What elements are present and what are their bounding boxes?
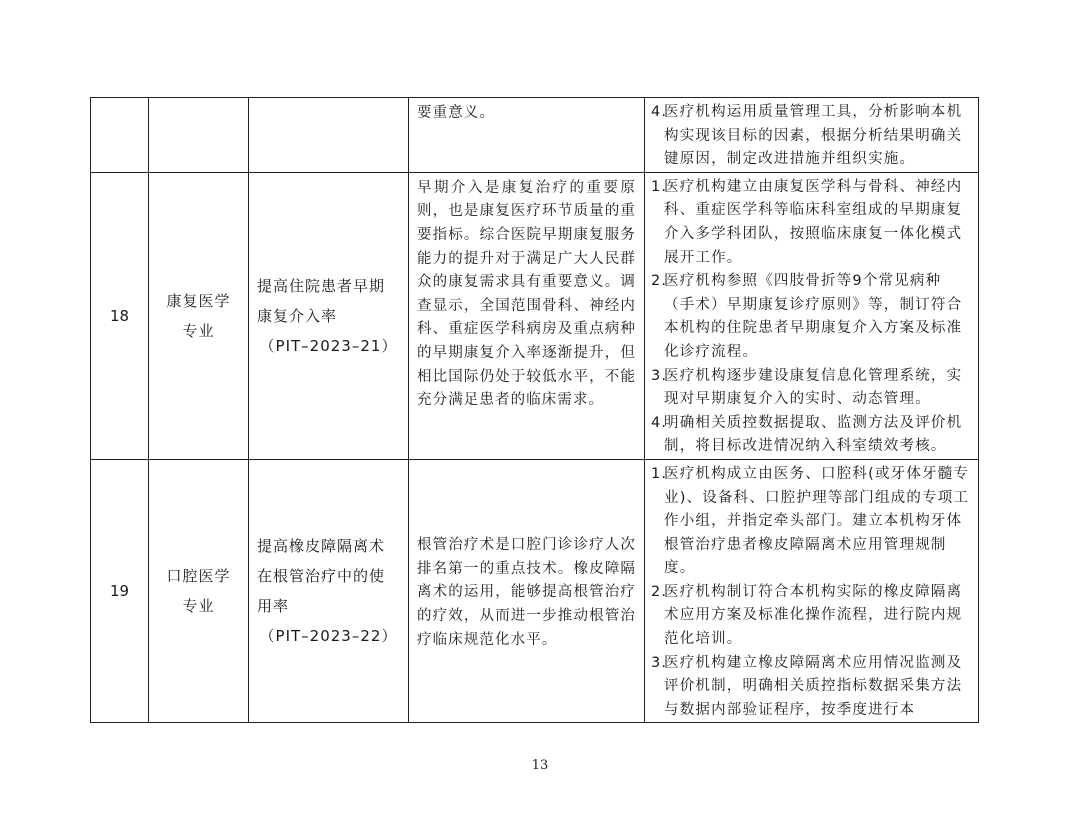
indicator-cell: [249, 98, 409, 173]
measure-text: 医疗机构建立橡皮障隔离术应用情况监测及评价机制，明确相关质控指标数据采集方法与数据内部验证程序，按季度进行本: [664, 654, 963, 718]
significance-cell: 根管治疗术是口腔门诊诊疗人次排名第一的重点技术。橡皮障隔离术的运用，能够提高根管治疗的疗效，从而进一步推动根管治疗临床规范化水平。: [409, 459, 645, 723]
category-cell: [149, 172, 249, 459]
table-row-19: [91, 459, 979, 723]
category-line: 口腔医学: [166, 567, 231, 586]
measure-item: [651, 581, 972, 652]
indicator-line: 在根管治疗中的使: [257, 567, 386, 586]
measure-number: 4.: [651, 414, 668, 431]
measure-item: [651, 652, 972, 723]
measure-item: [651, 270, 972, 364]
category-line: 专业: [182, 321, 215, 340]
significance-cell: 早期介入是康复治疗的重要原则，也是康复医疗环节质量的重要指标。综合医院早期康复服务能力的提升对于满足广大人民群众的康复需求具有重要意义。调查显示，全国范围骨科、神经内科、重症医学科病房及重点病种的早期康复介入率逐渐提升，但相比国际仍处于较低水平，不能充分满足患者的临床需求。: [409, 172, 645, 459]
indicator-line: 康复介入率: [257, 306, 338, 325]
measure-text: 医疗机构制订符合本机构实际的橡皮障隔离术应用方案及标准化操作流程，进行院内规范化培训。: [664, 583, 963, 648]
indicator-line: 提高橡皮障隔离术: [257, 537, 386, 556]
measure-number: 2.: [651, 583, 668, 600]
indicator-code: （PIT–2023–21）: [259, 336, 398, 355]
measure-number: 4.: [651, 104, 668, 120]
table-row-18: [91, 172, 979, 459]
category-line: 康复医学: [166, 291, 231, 310]
measure-text: 医疗机构逐步建设康复信息化管理系统，实现对早期康复介入的实时、动态管理。: [664, 367, 963, 408]
indicator-code: （PIT–2023–22）: [259, 627, 398, 646]
measure-number: 2.: [651, 273, 668, 290]
measure-item: [651, 176, 972, 270]
measure-text: 医疗机构建立由康复医学科与骨科、神经内科、重症医学科等临床科室组成的早期康复介入多学科团队，按照临床康复一体化模式展开工作。: [664, 178, 963, 266]
measures-cell: [645, 172, 979, 459]
indicator-line: 提高住院患者早期: [257, 276, 386, 295]
category-cell: [149, 459, 249, 723]
measure-item: [651, 412, 972, 459]
indicator-cell: [249, 172, 409, 459]
measures-cell: [645, 98, 979, 173]
measure-item: [651, 101, 972, 172]
measure-text: 医疗机构运用质量管理工具，分析影响本机构实现该目标的因素，根据分析结果明确关键原因，制定改进措施并组织实施。: [664, 104, 963, 168]
table-row-continued: [91, 98, 979, 173]
measure-item: [651, 365, 972, 412]
measure-text: 医疗机构参照《四肢骨折等9个常见病种（手术）早期康复诊疗原则》等，制订符合本机构的住院患者早期康复介入方案及标准化诊疗流程。: [664, 273, 963, 360]
measure-text: 医疗机构成立由医务、口腔科(或牙体牙髓专业)、设备科、口腔护理等部门组成的专项工作小组，并指定牵头部门。建立本机构牙体根管治疗患者橡皮障隔离术应用管理规制度。: [664, 465, 970, 577]
measure-number: 3.: [651, 367, 668, 384]
row-number: 18: [91, 172, 149, 459]
quality-improvement-table: [90, 97, 979, 723]
category-cell: [149, 98, 249, 173]
measure-number: 3.: [651, 654, 668, 671]
measure-text: 明确相关质控数据提取、监测方法及评价机制，将目标改进情况纳入科室绩效考核。: [664, 414, 963, 455]
measure-item: [651, 463, 972, 581]
page-number: 13: [531, 758, 549, 773]
row-number-cell: [91, 98, 149, 173]
row-number: 19: [91, 459, 149, 723]
indicator-cell: [249, 459, 409, 723]
category-line: 专业: [182, 597, 215, 616]
measure-number: 1.: [651, 465, 668, 482]
measures-cell: [645, 459, 979, 723]
significance-cell: 要重意义。: [409, 98, 645, 173]
indicator-line: 用率: [257, 597, 290, 616]
measure-number: 1.: [651, 178, 668, 195]
